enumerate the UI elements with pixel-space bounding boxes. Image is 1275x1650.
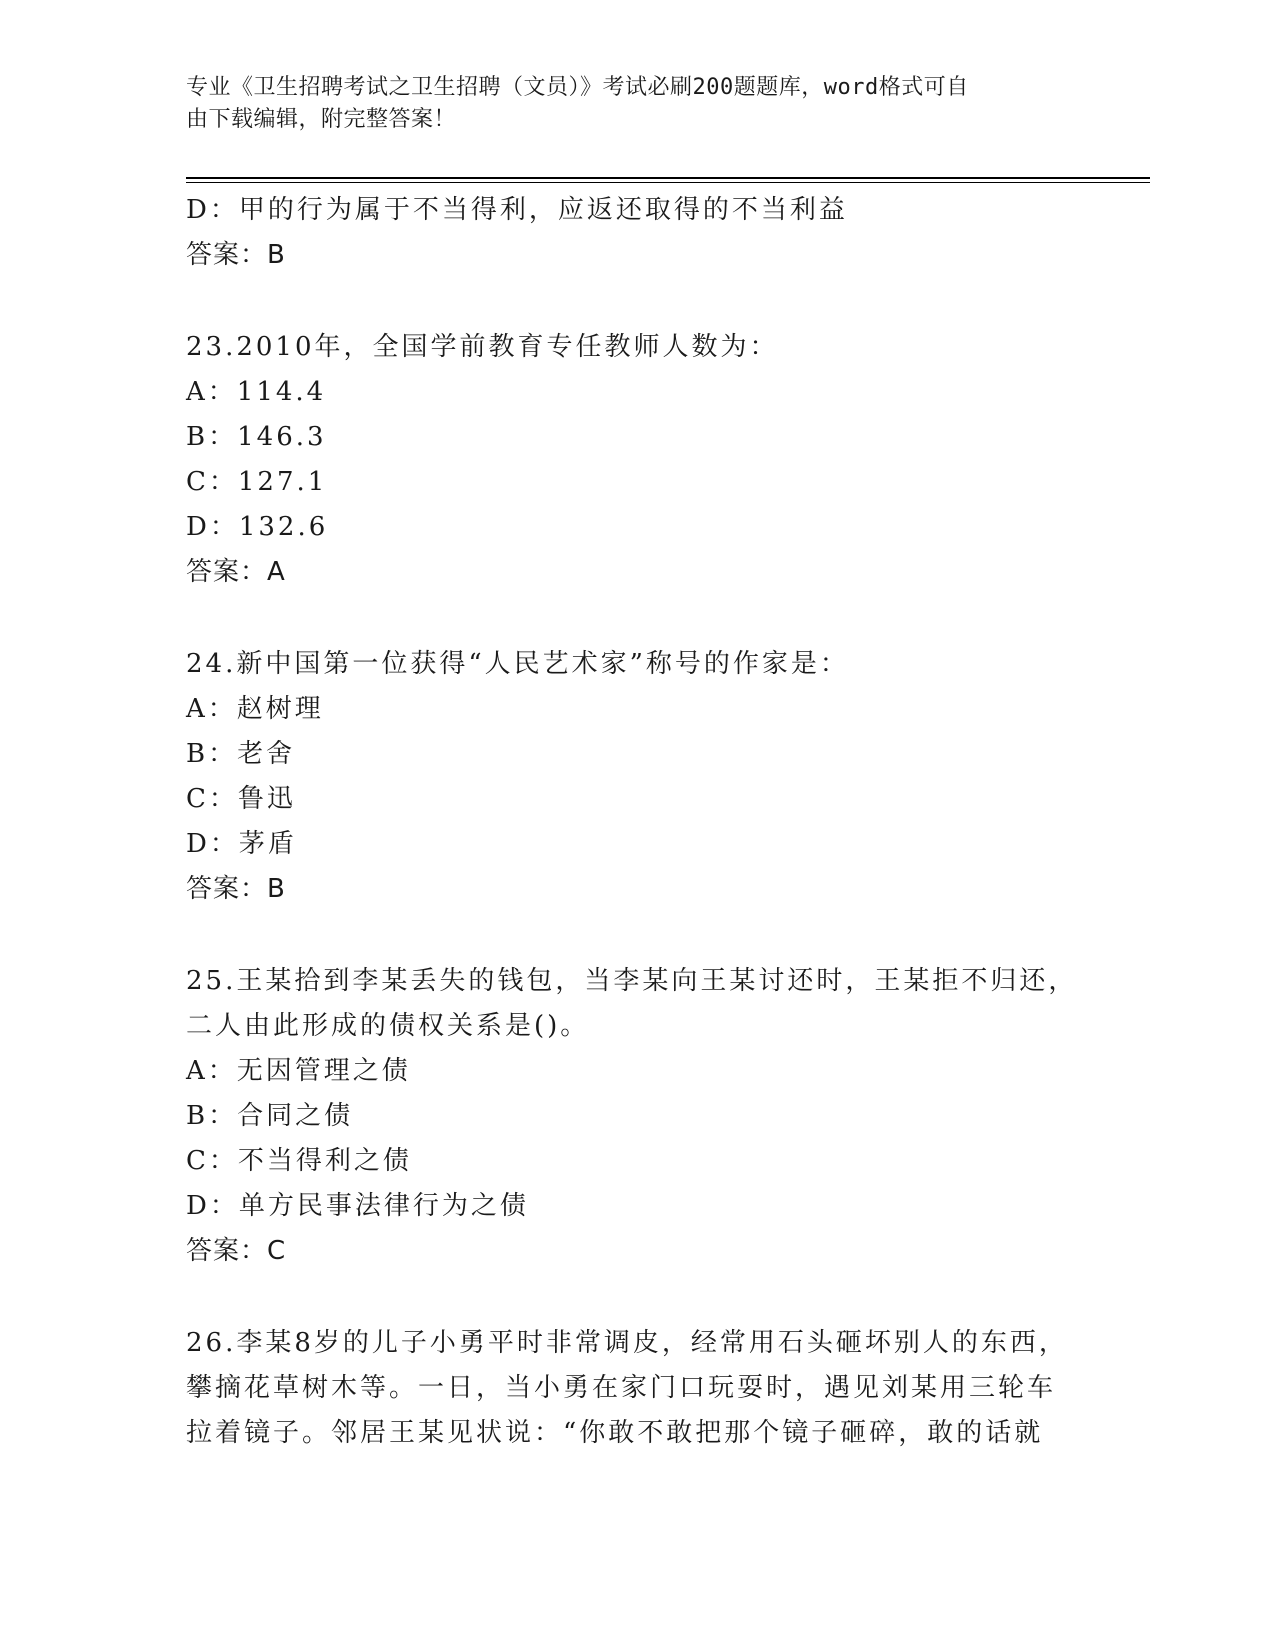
option-b: B：老舍	[186, 739, 296, 769]
document-body	[186, 188, 1086, 1456]
header-divider-thick	[186, 177, 1150, 179]
document-header	[186, 72, 1066, 136]
answer-line: 答案：A	[186, 557, 286, 587]
answer-line: 答案：B	[186, 240, 286, 270]
question-stem-line-3: 拉着镜子。邻居王某见状说：“你敢不敢把那个镜子砸碎，敢的话就	[186, 1418, 1044, 1448]
option-c: C：127.1	[186, 467, 328, 497]
question-25	[186, 959, 1086, 1274]
spacer	[186, 1274, 1086, 1321]
header-divider-thin	[186, 182, 1150, 183]
option-a: A：114.4	[186, 377, 327, 407]
question-stem-line-2: 攀摘花草树木等。一日，当小勇在家门口玩耍时，遇见刘某用三轮车	[186, 1373, 1057, 1403]
option-a: A：赵树理	[186, 694, 324, 724]
answer-line: 答案：C	[186, 1236, 287, 1266]
spacer	[186, 912, 1086, 959]
question-stem-line-2: 二人由此形成的债权关系是()。	[186, 1011, 590, 1041]
option-c: C：鲁迅	[186, 784, 296, 814]
option-a: A：无因管理之债	[186, 1056, 411, 1086]
answer-line: 答案：B	[186, 874, 286, 904]
question-24	[186, 642, 1086, 912]
question-stem: 23.2010年，全国学前教育专任教师人数为：	[186, 332, 779, 362]
header-line-1: 专业《卫生招聘考试之卫生招聘（文员）》考试必刷200题题库，word格式可自	[186, 75, 969, 100]
spacer	[186, 278, 1086, 325]
header-line-2: 由下载编辑，附完整答案！	[186, 107, 457, 132]
question-stem-line-1: 26.李某8岁的儿子小勇平时非常调皮，经常用石头砸坏别人的东西，	[186, 1328, 1068, 1358]
option-d: D：单方民事法律行为之债	[186, 1191, 529, 1221]
option-d: D：甲的行为属于不当得利，应返还取得的不当利益	[186, 195, 848, 225]
previous-question-tail	[186, 188, 1086, 278]
question-23	[186, 325, 1086, 595]
option-c: C：不当得利之债	[186, 1146, 412, 1176]
option-b: B：146.3	[186, 422, 327, 452]
spacer	[186, 595, 1086, 642]
option-d: D：132.6	[186, 512, 329, 542]
option-b: B：合同之债	[186, 1101, 354, 1131]
question-stem: 24.新中国第一位获得“人民艺术家”称号的作家是：	[186, 649, 849, 679]
option-d: D：茅盾	[186, 829, 297, 859]
question-stem-line-1: 25.王某拾到李某丢失的钱包，当李某向王某讨还时，王某拒不归还，	[186, 966, 1078, 996]
question-26	[186, 1321, 1086, 1456]
